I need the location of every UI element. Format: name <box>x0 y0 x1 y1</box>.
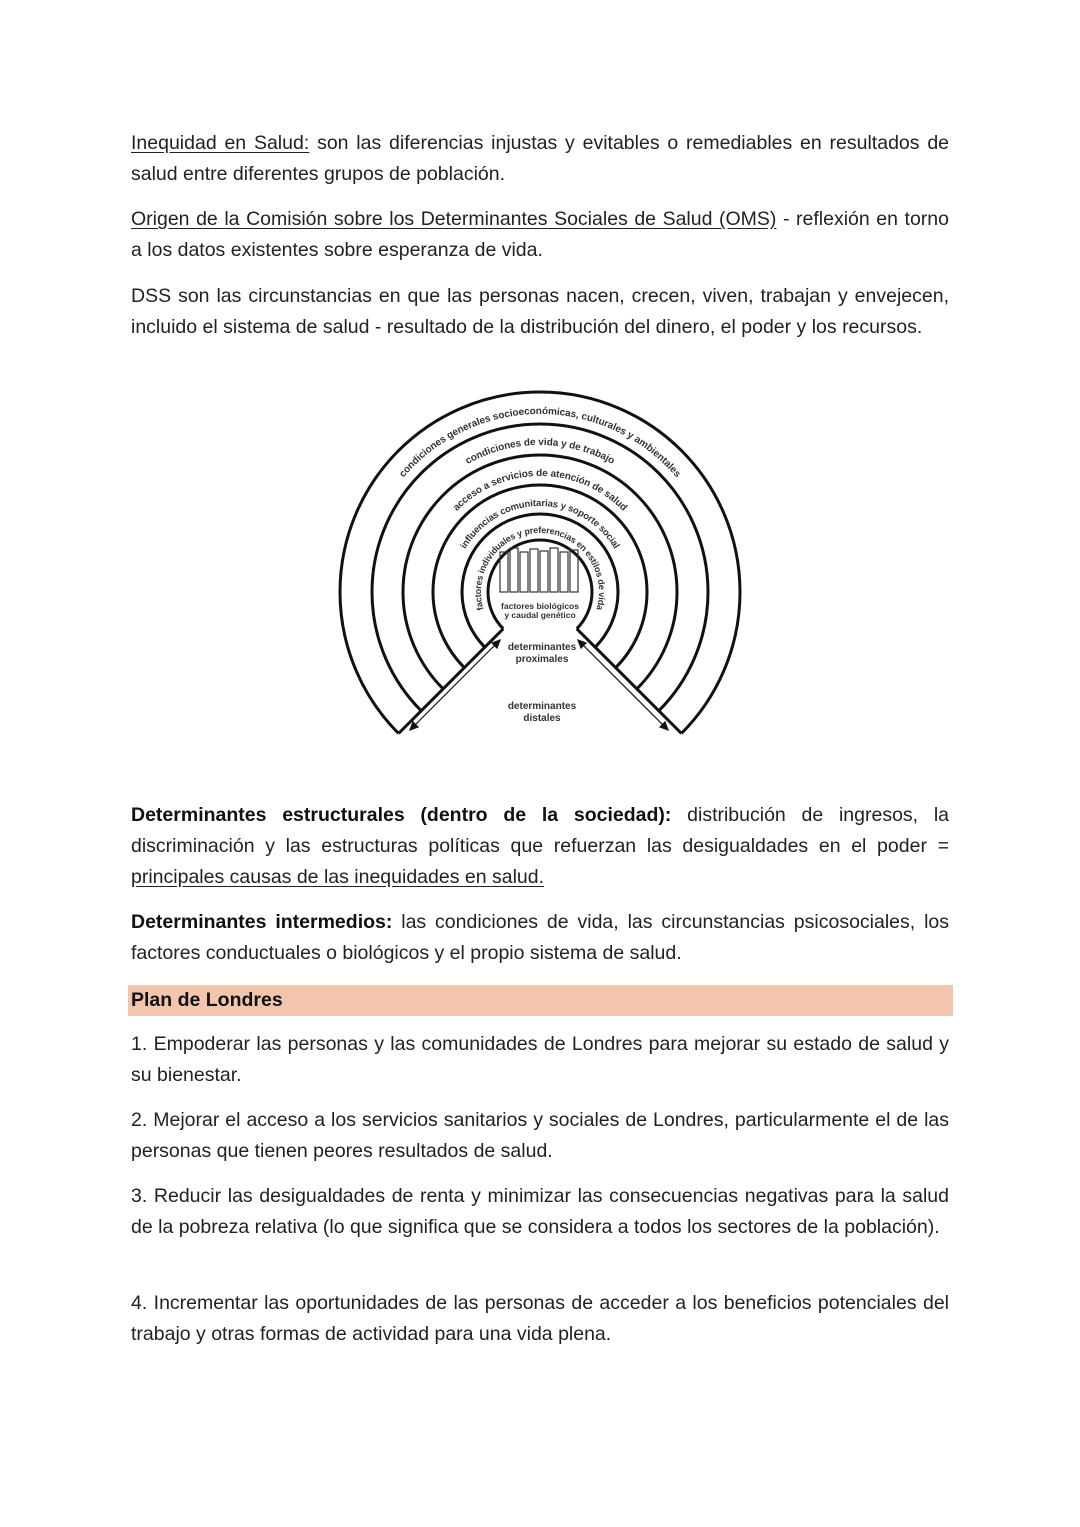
term: Origen de la Comisión sobre los Determinantes Sociales de Salud (OMS) <box>131 208 777 230</box>
proximal-label-2: proximales <box>515 654 569 665</box>
list-item-1: 1. Empoderar las personas y las comunidades de Londres para mejorar su estado de salud y su bienestar. <box>131 1033 949 1086</box>
ring-label: influencias comunitarias y soporte social <box>458 497 622 551</box>
ring-label: condiciones generales socioeconómicas, culturales y ambientales <box>397 405 683 480</box>
paragraph-dss: DSS son las circunstancias en que las personas nacen, crecen, viven, trabajan y envejecen, incluido el sistema de salud - resultado de la distribución del dinero, el poder y los recursos. <box>131 285 949 338</box>
section-heading: Plan de Londres <box>131 989 283 1011</box>
paragraph-estructurales <box>131 800 949 893</box>
proximal-label-1: determinantes <box>507 642 577 653</box>
section-heading-highlight <box>128 985 953 1016</box>
distal-label-1: determinantes <box>507 701 577 712</box>
ring-label: acceso a servicios de atención de salud <box>451 467 629 514</box>
list-item-3: 3. Reducir las desigualdades de renta y minimizar las consecuencias negativas para la salud de la pobreza relativa (lo que significa que se considera a todos los sectores de la población). <box>131 1185 949 1238</box>
paragraph-intermedios <box>131 907 949 969</box>
text: las condiciones de vida, las circunstancias psicosociales, los factores conductuales o biológicos y el propio sistema de salud. <box>131 911 949 964</box>
paragraph-origen <box>131 204 949 266</box>
term: Determinantes estructurales (dentro de la sociedad): <box>131 804 672 826</box>
underlined-text: principales causas de las inequidades en salud. <box>131 866 545 888</box>
dss-rainbow-diagram <box>330 385 750 745</box>
center-label-1: factores biológicos <box>501 601 579 611</box>
people-illustration <box>500 548 578 592</box>
paragraph-inequidad <box>131 128 949 190</box>
text: distribución de ingresos, la discriminación y las estructuras políticas que refuerzan las desigualdades en el poder = <box>131 804 950 857</box>
list-item-2: 2. Mejorar el acceso a los servicios sanitarios y sociales de Londres, particularmente el de las personas que tienen peores resultados de salud. <box>131 1109 949 1162</box>
term: Inequidad en Salud: <box>131 132 310 154</box>
ring-label: factores individuales y preferencias en estilos de vida <box>472 524 608 612</box>
distal-label-2: distales <box>523 713 561 724</box>
text: - reflexión en torno a los datos existentes sobre esperanza de vida. <box>131 208 949 261</box>
list-item-4: 4. Incrementar las oportunidades de las personas de acceder a los beneficios potenciales del trabajo y otras formas de actividad para una vida plena. <box>131 1292 949 1345</box>
ring-label: condiciones de vida y de trabajo <box>463 436 617 467</box>
text: son las diferencias injustas y evitables o remediables en resultados de salud entre diferentes grupos de población. <box>131 132 950 185</box>
center-label-2: y caudal genético <box>504 610 576 620</box>
term: Determinantes intermedios: <box>131 911 393 933</box>
